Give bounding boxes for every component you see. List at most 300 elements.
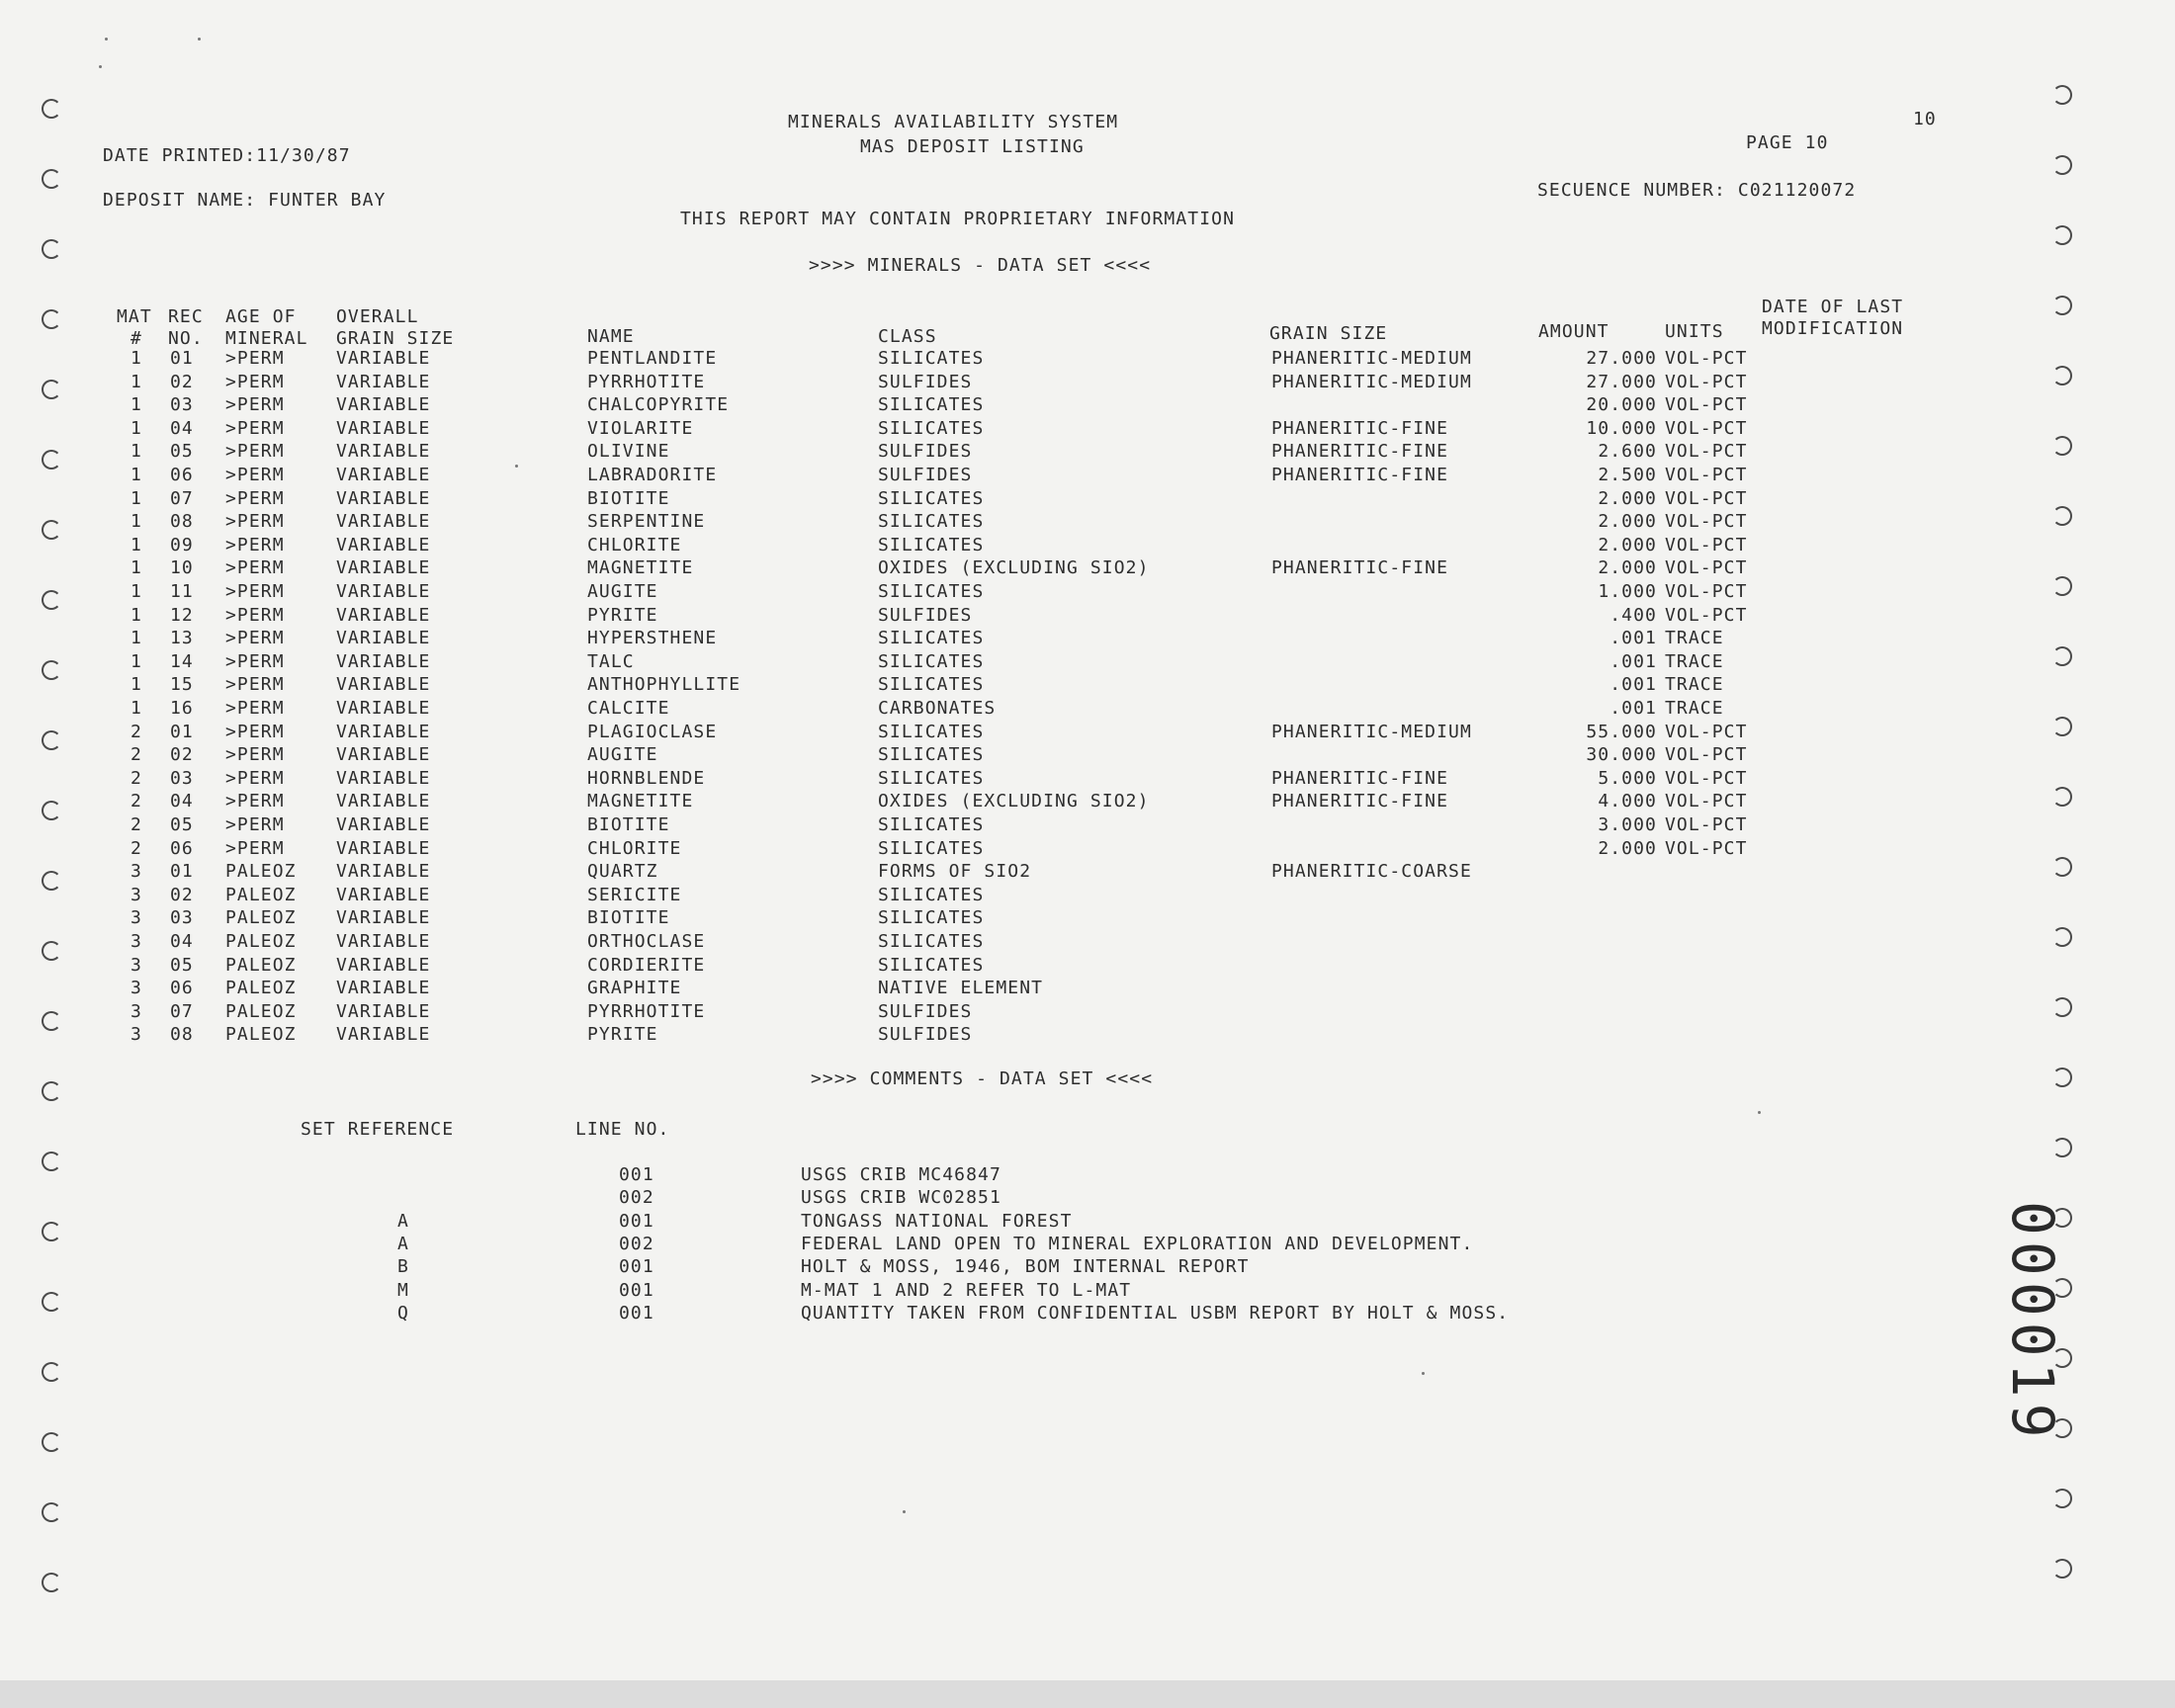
- mineral-row: [0, 838, 2175, 862]
- overall-grain-cell: VARIABLE: [336, 1001, 431, 1022]
- punch-hole-icon: [42, 1573, 61, 1592]
- class-cell: SILICATES: [878, 651, 985, 672]
- class-cell: SILICATES: [878, 348, 985, 369]
- age-cell: >PERM: [225, 418, 285, 439]
- class-cell: SILICATES: [878, 814, 985, 835]
- age-cell: >PERM: [225, 838, 285, 859]
- overall-grain-cell: VARIABLE: [336, 955, 431, 976]
- amount-cell: 2.600: [1598, 441, 1657, 462]
- overall-grain-cell: VARIABLE: [336, 628, 431, 648]
- mineral-row: [0, 861, 2175, 885]
- mat-cell: 2: [130, 744, 142, 765]
- punch-hole-icon: [42, 1292, 61, 1312]
- class-cell: CARBONATES: [878, 698, 997, 719]
- rec-cell: 06: [170, 978, 194, 998]
- mat-cell: 3: [130, 1001, 142, 1022]
- age-cell: >PERM: [225, 651, 285, 672]
- overall-grain-cell: VARIABLE: [336, 885, 431, 905]
- rec-cell: 16: [170, 698, 194, 719]
- line-no-cell: 001: [619, 1164, 654, 1185]
- mineral-name-cell: MAGNETITE: [587, 557, 694, 578]
- mat-cell: 3: [130, 885, 142, 905]
- comment-text-cell: USGS CRIB WC02851: [801, 1187, 1001, 1208]
- age-cell: >PERM: [225, 581, 285, 602]
- punch-hole-icon: [42, 169, 61, 189]
- mineral-row: [0, 674, 2175, 698]
- mat-cell: 1: [130, 511, 142, 532]
- mineral-row: [0, 557, 2175, 581]
- comment-text-cell: FEDERAL LAND OPEN TO MINERAL EXPLORATION AND DEVELOPMENT.: [801, 1234, 1474, 1254]
- punch-hole-icon: [42, 1432, 61, 1452]
- col-overall-line2: GRAIN SIZE: [336, 328, 455, 349]
- comment-text-cell: M-MAT 1 AND 2 REFER TO L-MAT: [801, 1280, 1132, 1301]
- mineral-row: [0, 791, 2175, 814]
- overall-grain-cell: VARIABLE: [336, 348, 431, 369]
- mineral-row: [0, 885, 2175, 908]
- mat-cell: 1: [130, 418, 142, 439]
- set-reference-cell: A: [397, 1234, 409, 1254]
- age-cell: >PERM: [225, 768, 285, 789]
- class-cell: SILICATES: [878, 394, 985, 415]
- mineral-row: [0, 511, 2175, 535]
- punch-hole-icon: [2052, 1068, 2072, 1087]
- mineral-name-cell: AUGITE: [587, 744, 658, 765]
- punch-hole-icon: [42, 871, 61, 891]
- mineral-name-cell: ANTHOPHYLLITE: [587, 674, 741, 695]
- col-mat-line1: MAT: [117, 306, 152, 327]
- class-cell: SILICATES: [878, 838, 985, 859]
- mat-cell: 1: [130, 348, 142, 369]
- mineral-row: [0, 744, 2175, 768]
- punch-hole-icon: [2052, 997, 2072, 1017]
- age-cell: PALEOZ: [225, 931, 297, 952]
- col-amount: AMOUNT: [1538, 321, 1610, 342]
- amount-cell: 4.000: [1598, 791, 1657, 811]
- rec-cell: 06: [170, 838, 194, 859]
- rec-cell: 07: [170, 488, 194, 509]
- page-label: PAGE 10: [1746, 132, 1829, 153]
- mat-cell: 1: [130, 394, 142, 415]
- overall-grain-cell: VARIABLE: [336, 698, 431, 719]
- punch-hole-icon: [42, 1011, 61, 1031]
- sequence-number: SECUENCE NUMBER: C021120072: [1537, 180, 1857, 201]
- age-cell: >PERM: [225, 511, 285, 532]
- listing-title: MAS DEPOSIT LISTING: [860, 136, 1085, 157]
- mineral-name-cell: BIOTITE: [587, 814, 670, 835]
- class-cell: SILICATES: [878, 907, 985, 928]
- rec-cell: 03: [170, 907, 194, 928]
- amount-cell: 1.000: [1598, 581, 1657, 602]
- rec-cell: 15: [170, 674, 194, 695]
- grain-size-cell: PHANERITIC-FINE: [1271, 418, 1449, 439]
- col-set-reference: SET REFERENCE: [301, 1119, 455, 1140]
- page-number-corner: 10: [1913, 109, 1937, 129]
- mineral-row: [0, 628, 2175, 651]
- amount-cell: 3.000: [1598, 814, 1657, 835]
- mineral-row: [0, 372, 2175, 395]
- paper-speck: [198, 38, 201, 41]
- mineral-name-cell: GRAPHITE: [587, 978, 682, 998]
- age-cell: >PERM: [225, 722, 285, 742]
- mineral-name-cell: CHLORITE: [587, 838, 682, 859]
- class-cell: SILICATES: [878, 511, 985, 532]
- punch-hole-icon: [42, 941, 61, 961]
- punch-hole-icon: [42, 239, 61, 259]
- comment-text-cell: TONGASS NATIONAL FOREST: [801, 1211, 1073, 1232]
- age-cell: >PERM: [225, 488, 285, 509]
- amount-cell: 20.000: [1586, 394, 1657, 415]
- col-grain-size: GRAIN SIZE: [1269, 323, 1388, 344]
- line-no-cell: 002: [619, 1234, 654, 1254]
- punch-hole-icon: [2052, 927, 2072, 947]
- mat-cell: 1: [130, 674, 142, 695]
- document-number-stamp: 000019: [1999, 1201, 2066, 1444]
- overall-grain-cell: VARIABLE: [336, 861, 431, 882]
- amount-cell: .001: [1610, 674, 1657, 695]
- overall-grain-cell: VARIABLE: [336, 418, 431, 439]
- grain-size-cell: PHANERITIC-MEDIUM: [1271, 372, 1472, 392]
- mineral-name-cell: SERICITE: [587, 885, 682, 905]
- mat-cell: 2: [130, 814, 142, 835]
- age-cell: >PERM: [225, 744, 285, 765]
- mineral-name-cell: ORTHOCLASE: [587, 931, 706, 952]
- class-cell: SILICATES: [878, 931, 985, 952]
- col-mat-line2: #: [130, 328, 142, 349]
- units-cell: TRACE: [1665, 651, 1724, 672]
- mineral-row: [0, 955, 2175, 979]
- mineral-name-cell: PYRRHOTITE: [587, 372, 706, 392]
- class-cell: OXIDES (EXCLUDING SIO2): [878, 557, 1150, 578]
- amount-cell: 10.000: [1586, 418, 1657, 439]
- punch-hole-icon: [2052, 787, 2072, 807]
- units-cell: VOL-PCT: [1665, 372, 1748, 392]
- overall-grain-cell: VARIABLE: [336, 535, 431, 555]
- comment-row: [0, 1280, 2175, 1304]
- rec-cell: 04: [170, 791, 194, 811]
- mineral-name-cell: VIOLARITE: [587, 418, 694, 439]
- class-cell: NATIVE ELEMENT: [878, 978, 1044, 998]
- class-cell: SULFIDES: [878, 605, 973, 626]
- rec-cell: 10: [170, 557, 194, 578]
- age-cell: PALEOZ: [225, 1024, 297, 1045]
- class-cell: SILICATES: [878, 955, 985, 976]
- punch-hole-icon: [42, 590, 61, 610]
- overall-grain-cell: VARIABLE: [336, 722, 431, 742]
- rec-cell: 03: [170, 768, 194, 789]
- paper-speck: [1758, 1111, 1761, 1114]
- amount-cell: 5.000: [1598, 768, 1657, 789]
- punch-hole-icon: [42, 450, 61, 470]
- mineral-row: [0, 394, 2175, 418]
- rec-cell: 03: [170, 394, 194, 415]
- units-cell: VOL-PCT: [1665, 394, 1748, 415]
- mat-cell: 1: [130, 488, 142, 509]
- class-cell: OXIDES (EXCLUDING SIO2): [878, 791, 1150, 811]
- units-cell: TRACE: [1665, 698, 1724, 719]
- units-cell: VOL-PCT: [1665, 768, 1748, 789]
- age-cell: PALEOZ: [225, 1001, 297, 1022]
- rec-cell: 08: [170, 511, 194, 532]
- age-cell: PALEOZ: [225, 885, 297, 905]
- mineral-name-cell: SERPENTINE: [587, 511, 706, 532]
- mineral-row: [0, 814, 2175, 838]
- overall-grain-cell: VARIABLE: [336, 511, 431, 532]
- date-printed: DATE PRINTED:11/30/87: [103, 145, 351, 166]
- mineral-row: [0, 605, 2175, 629]
- mineral-row: [0, 651, 2175, 675]
- grain-size-cell: PHANERITIC-MEDIUM: [1271, 348, 1472, 369]
- punch-hole-icon: [42, 1222, 61, 1241]
- col-overall-line1: OVERALL: [336, 306, 419, 327]
- col-date-line2: MODIFICATION: [1762, 318, 1904, 339]
- overall-grain-cell: VARIABLE: [336, 488, 431, 509]
- grain-size-cell: PHANERITIC-FINE: [1271, 557, 1449, 578]
- comment-row: [0, 1234, 2175, 1257]
- age-cell: >PERM: [225, 698, 285, 719]
- age-cell: >PERM: [225, 372, 285, 392]
- rec-cell: 02: [170, 885, 194, 905]
- punch-hole-icon: [2052, 296, 2072, 315]
- overall-grain-cell: VARIABLE: [336, 1024, 431, 1045]
- age-cell: >PERM: [225, 394, 285, 415]
- set-reference-cell: A: [397, 1211, 409, 1232]
- mineral-name-cell: CHLORITE: [587, 535, 682, 555]
- punch-hole-icon: [2052, 857, 2072, 877]
- comment-text-cell: QUANTITY TAKEN FROM CONFIDENTIAL USBM REPORT BY HOLT & MOSS.: [801, 1303, 1510, 1324]
- class-cell: SILICATES: [878, 674, 985, 695]
- age-cell: >PERM: [225, 628, 285, 648]
- proprietary-notice: THIS REPORT MAY CONTAIN PROPRIETARY INFORMATION: [680, 209, 1236, 229]
- class-cell: FORMS OF SIO2: [878, 861, 1032, 882]
- mat-cell: 3: [130, 978, 142, 998]
- units-cell: VOL-PCT: [1665, 581, 1748, 602]
- age-cell: >PERM: [225, 814, 285, 835]
- class-cell: SULFIDES: [878, 1024, 973, 1045]
- rec-cell: 04: [170, 418, 194, 439]
- comment-row: [0, 1164, 2175, 1188]
- mineral-name-cell: PYRRHOTITE: [587, 1001, 706, 1022]
- punch-hole-icon: [2052, 506, 2072, 526]
- overall-grain-cell: VARIABLE: [336, 907, 431, 928]
- punch-hole-icon: [42, 520, 61, 540]
- amount-cell: 2.000: [1598, 838, 1657, 859]
- mineral-name-cell: TALC: [587, 651, 635, 672]
- units-cell: VOL-PCT: [1665, 605, 1748, 626]
- mat-cell: 1: [130, 698, 142, 719]
- units-cell: TRACE: [1665, 628, 1724, 648]
- comment-row: [0, 1187, 2175, 1211]
- class-cell: SULFIDES: [878, 441, 973, 462]
- age-cell: >PERM: [225, 791, 285, 811]
- units-cell: VOL-PCT: [1665, 814, 1748, 835]
- age-cell: >PERM: [225, 605, 285, 626]
- rec-cell: 08: [170, 1024, 194, 1045]
- paper-speck: [105, 38, 108, 41]
- mat-cell: 1: [130, 605, 142, 626]
- rec-cell: 02: [170, 744, 194, 765]
- amount-cell: .400: [1610, 605, 1657, 626]
- overall-grain-cell: VARIABLE: [336, 651, 431, 672]
- mineral-name-cell: AUGITE: [587, 581, 658, 602]
- mat-cell: 2: [130, 768, 142, 789]
- punch-hole-icon: [2052, 1138, 2072, 1157]
- mineral-row: [0, 768, 2175, 792]
- line-no-cell: 001: [619, 1303, 654, 1324]
- col-class: CLASS: [878, 326, 937, 347]
- mineral-name-cell: PLAGIOCLASE: [587, 722, 718, 742]
- comment-row: [0, 1211, 2175, 1235]
- paper-speck: [903, 1510, 906, 1513]
- mat-cell: 3: [130, 931, 142, 952]
- rec-cell: 05: [170, 955, 194, 976]
- mineral-name-cell: BIOTITE: [587, 488, 670, 509]
- rec-cell: 05: [170, 441, 194, 462]
- mineral-name-cell: PENTLANDITE: [587, 348, 718, 369]
- comment-row: [0, 1256, 2175, 1280]
- rec-cell: 07: [170, 1001, 194, 1022]
- mat-cell: 1: [130, 441, 142, 462]
- line-no-cell: 001: [619, 1280, 654, 1301]
- units-cell: VOL-PCT: [1665, 838, 1748, 859]
- amount-cell: 2.000: [1598, 488, 1657, 509]
- amount-cell: .001: [1610, 651, 1657, 672]
- mineral-row: [0, 348, 2175, 372]
- col-date-line1: DATE OF LAST: [1762, 297, 1904, 317]
- rec-cell: 04: [170, 931, 194, 952]
- punch-hole-icon: [42, 801, 61, 820]
- overall-grain-cell: VARIABLE: [336, 465, 431, 485]
- mineral-row: [0, 535, 2175, 558]
- mineral-name-cell: HYPERSTHENE: [587, 628, 718, 648]
- overall-grain-cell: VARIABLE: [336, 674, 431, 695]
- units-cell: VOL-PCT: [1665, 791, 1748, 811]
- punch-hole-icon: [2052, 85, 2072, 105]
- rec-cell: 06: [170, 465, 194, 485]
- set-reference-cell: B: [397, 1256, 409, 1277]
- overall-grain-cell: VARIABLE: [336, 814, 431, 835]
- grain-size-cell: PHANERITIC-FINE: [1271, 768, 1449, 789]
- units-cell: VOL-PCT: [1665, 511, 1748, 532]
- amount-cell: .001: [1610, 698, 1657, 719]
- rec-cell: 01: [170, 861, 194, 882]
- punch-hole-icon: [2052, 366, 2072, 385]
- mat-cell: 1: [130, 651, 142, 672]
- mineral-name-cell: QUARTZ: [587, 861, 658, 882]
- punch-hole-icon: [42, 730, 61, 750]
- punch-hole-icon: [42, 1152, 61, 1171]
- mat-cell: 1: [130, 557, 142, 578]
- punch-hole-icon: [2052, 155, 2072, 175]
- rec-cell: 14: [170, 651, 194, 672]
- class-cell: SULFIDES: [878, 465, 973, 485]
- mineral-row: [0, 1024, 2175, 1048]
- deposit-name: DEPOSIT NAME: FUNTER BAY: [103, 190, 387, 211]
- overall-grain-cell: VARIABLE: [336, 441, 431, 462]
- punch-hole-icon: [2052, 646, 2072, 666]
- paper-speck: [515, 465, 518, 468]
- units-cell: VOL-PCT: [1665, 348, 1748, 369]
- col-age-line2: MINERAL: [225, 328, 308, 349]
- amount-cell: 2.000: [1598, 511, 1657, 532]
- mat-cell: 1: [130, 628, 142, 648]
- age-cell: PALEOZ: [225, 955, 297, 976]
- age-cell: >PERM: [225, 348, 285, 369]
- mineral-row: [0, 1001, 2175, 1025]
- mineral-name-cell: CALCITE: [587, 698, 670, 719]
- age-cell: PALEOZ: [225, 978, 297, 998]
- col-units: UNITS: [1665, 321, 1724, 342]
- rec-cell: 13: [170, 628, 194, 648]
- punch-hole-icon: [42, 1502, 61, 1522]
- mineral-name-cell: HORNBLENDE: [587, 768, 706, 789]
- overall-grain-cell: VARIABLE: [336, 394, 431, 415]
- punch-hole-icon: [42, 99, 61, 119]
- mineral-name-cell: LABRADORITE: [587, 465, 718, 485]
- overall-grain-cell: VARIABLE: [336, 744, 431, 765]
- units-cell: VOL-PCT: [1665, 465, 1748, 485]
- mineral-name-cell: OLIVINE: [587, 441, 670, 462]
- overall-grain-cell: VARIABLE: [336, 581, 431, 602]
- punch-hole-icon: [2052, 717, 2072, 736]
- overall-grain-cell: VARIABLE: [336, 931, 431, 952]
- rec-cell: 05: [170, 814, 194, 835]
- amount-cell: 27.000: [1586, 372, 1657, 392]
- class-cell: SILICATES: [878, 628, 985, 648]
- punch-hole-icon: [42, 380, 61, 399]
- age-cell: >PERM: [225, 535, 285, 555]
- mineral-row: [0, 722, 2175, 745]
- rec-cell: 01: [170, 348, 194, 369]
- grain-size-cell: PHANERITIC-FINE: [1271, 465, 1449, 485]
- units-cell: VOL-PCT: [1665, 488, 1748, 509]
- mineral-row: [0, 465, 2175, 488]
- punch-hole-icon: [2052, 1489, 2072, 1508]
- set-reference-cell: M: [397, 1280, 409, 1301]
- mineral-name-cell: PYRITE: [587, 1024, 658, 1045]
- mineral-name-cell: CHALCOPYRITE: [587, 394, 730, 415]
- mat-cell: 1: [130, 465, 142, 485]
- mineral-name-cell: CORDIERITE: [587, 955, 706, 976]
- mineral-row: [0, 907, 2175, 931]
- age-cell: PALEOZ: [225, 907, 297, 928]
- class-cell: SILICATES: [878, 418, 985, 439]
- rec-cell: 09: [170, 535, 194, 555]
- mineral-row: [0, 698, 2175, 722]
- class-cell: SULFIDES: [878, 372, 973, 392]
- amount-cell: 2.000: [1598, 557, 1657, 578]
- class-cell: SILICATES: [878, 768, 985, 789]
- grain-size-cell: PHANERITIC-COARSE: [1271, 861, 1472, 882]
- punch-hole-icon: [42, 1081, 61, 1101]
- class-cell: SILICATES: [878, 885, 985, 905]
- overall-grain-cell: VARIABLE: [336, 768, 431, 789]
- class-cell: SILICATES: [878, 744, 985, 765]
- col-rec-line2: NO.: [168, 328, 204, 349]
- units-cell: VOL-PCT: [1665, 441, 1748, 462]
- grain-size-cell: PHANERITIC-FINE: [1271, 791, 1449, 811]
- amount-cell: 30.000: [1586, 744, 1657, 765]
- units-cell: VOL-PCT: [1665, 418, 1748, 439]
- punch-hole-icon: [2052, 1559, 2072, 1579]
- units-cell: VOL-PCT: [1665, 722, 1748, 742]
- minerals-section-title: >>>> MINERALS - DATA SET <<<<: [809, 255, 1152, 276]
- mineral-row: [0, 441, 2175, 465]
- mineral-row: [0, 581, 2175, 605]
- col-name: NAME: [587, 326, 635, 347]
- amount-cell: 2.500: [1598, 465, 1657, 485]
- punch-hole-icon: [2052, 225, 2072, 245]
- set-reference-cell: Q: [397, 1303, 409, 1324]
